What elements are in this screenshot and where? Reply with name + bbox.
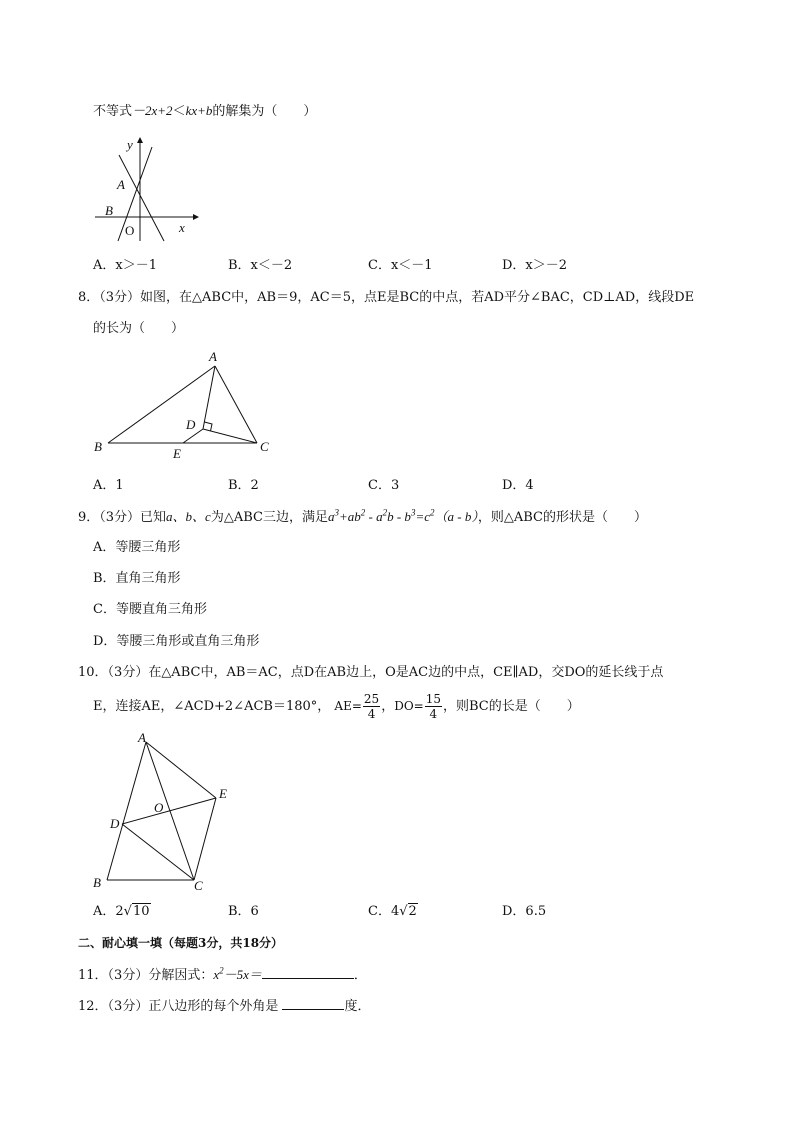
q8-side-ac xyxy=(215,366,257,443)
q8-option-c[interactable]: C．3 xyxy=(368,478,400,493)
q10-label-d: D xyxy=(110,816,120,831)
q7-stem-suffix: 的解集为（ ） xyxy=(212,104,317,119)
q10-stem-line2: E，连接AE，∠ACD+2∠ACB＝180°， AE= $\frac{25}{4}$ ，DO= $\frac{15}{4}$ ，则BC的长是（ ） xyxy=(93,692,580,721)
q10-do-label: DO= xyxy=(394,699,424,713)
q9-condition: $a^3+ab^2 - a^2b - b^3=c^2(a - b)$ xyxy=(327,507,478,524)
q9-stem xyxy=(78,508,647,527)
q7-lhs: －2x+2 xyxy=(132,103,173,118)
q10-do-fraction: $\frac{15}{4}$ xyxy=(425,692,441,721)
q7-label-b: B xyxy=(105,203,113,218)
q10-segment-ae xyxy=(146,742,216,798)
q7-option-b[interactable]: B．x＜－2 xyxy=(228,258,293,273)
q7-option-a[interactable]: A．x＞－1 xyxy=(93,258,157,273)
q11-expr: $x^2$ xyxy=(213,965,224,982)
q8-label-a: A xyxy=(209,349,217,364)
q7-lt: ＜ xyxy=(172,104,186,119)
q10-ae-label: AE= xyxy=(334,699,362,713)
q12-prefix: 12．（3分）正八边形的每个外角是 xyxy=(78,999,279,1014)
q7-stem xyxy=(93,102,316,121)
q12-stem xyxy=(78,997,370,1016)
q11-stem xyxy=(78,966,367,985)
q11-prefix: 11．（3分）分解因式： xyxy=(78,968,214,983)
q11-end: ． xyxy=(353,968,367,983)
q8-option-b[interactable]: B．2 xyxy=(228,478,259,493)
q7-label-y: y xyxy=(127,137,133,152)
q10-label-e: E xyxy=(219,786,227,801)
q10-segment-de xyxy=(122,798,216,824)
q9-option-a[interactable]: A．等腰三角形 xyxy=(93,540,181,555)
sqrt-icon: √10 xyxy=(123,904,150,919)
q10-option-c[interactable]: C．4√2 xyxy=(368,904,417,919)
q10-option-a[interactable]: A．2√10 xyxy=(93,904,150,919)
q12-end: 度． xyxy=(344,999,371,1014)
q7-y-arrow xyxy=(137,137,143,143)
q7-option-d[interactable]: D．x＞－2 xyxy=(502,258,568,273)
q10-segment-dc xyxy=(122,824,194,880)
q7-graph xyxy=(95,135,205,245)
q9-option-b[interactable]: B．直角三角形 xyxy=(93,571,181,586)
q10-option-b[interactable]: B．6 xyxy=(228,904,259,919)
q8-label-e: E xyxy=(173,446,181,461)
q10-label-b: B xyxy=(93,875,101,890)
q8-label-b: B xyxy=(94,439,102,454)
section-2-title: 二、耐心填一填（每题3分，共18分） xyxy=(78,936,284,950)
q7-line-kx-b xyxy=(118,147,152,241)
q10-label-a: A xyxy=(138,730,146,745)
q11-expr-rest: －5x＝ xyxy=(223,967,262,982)
q8-option-a[interactable]: A．1 xyxy=(93,478,124,493)
q8-figure xyxy=(90,345,290,465)
q10-segment-ce xyxy=(194,798,216,880)
q9-suffix: ，则△ABC的形状是（ ） xyxy=(477,510,647,525)
q8-segment-dc xyxy=(203,429,257,443)
sqrt-icon: √2 xyxy=(399,904,417,919)
q7-option-c[interactable]: C．x＜－1 xyxy=(368,258,433,273)
q7-x-arrow xyxy=(193,214,199,220)
q10-stem-line1: 10．（3分）在△ABC中，AB＝AC，点D在AB边上，O是AC边的中点，CE∥AD，交DO的延长线于点 xyxy=(78,665,664,680)
q9-prefix: 9．（3分）已知 xyxy=(78,510,167,525)
q10-side-ab xyxy=(107,742,146,880)
q8-segment-ad xyxy=(203,366,215,429)
q8-stem-line1: 8．（3分）如图，在△ABC中，AB＝9，AC＝5，点E是BC的中点，若AD平分∠BAC，CD⊥AD，线段DE xyxy=(78,290,695,305)
q10-option-d[interactable]: D．6.5 xyxy=(502,904,547,919)
q9-option-d[interactable]: D．等腰三角形或直角三角形 xyxy=(93,634,260,649)
q7-rhs: kx+b xyxy=(185,103,213,118)
q10-line2-a: E，连接AE，∠ACD+2∠ACB＝180°， xyxy=(93,699,331,714)
q7-label-x: x xyxy=(179,220,185,235)
q8-stem-line2: 的长为（ ） xyxy=(93,321,185,336)
q10-figure xyxy=(90,728,250,898)
q10-line2-b: ，则BC的长是（ ） xyxy=(443,699,580,714)
q9-option-c[interactable]: C．等腰直角三角形 xyxy=(93,602,207,617)
q8-option-d[interactable]: D．4 xyxy=(502,478,534,493)
q8-label-d: D xyxy=(186,417,196,432)
q9-sides: a、b、c xyxy=(166,509,211,524)
q12-answer-blank[interactable] xyxy=(282,997,344,1010)
q11-answer-blank[interactable] xyxy=(262,966,354,979)
q10-ae-fraction: $\frac{25}{4}$ xyxy=(363,692,380,721)
q10-label-o: O xyxy=(154,800,164,815)
q10-label-c: C xyxy=(194,878,203,893)
q8-label-c: C xyxy=(260,439,269,454)
q7-label-o: O xyxy=(125,223,135,238)
q7-label-a: A xyxy=(117,177,125,192)
q9-mid: 为△ABC三边，满足 xyxy=(210,510,328,525)
q7-stem-prefix: 不等式 xyxy=(93,104,133,119)
